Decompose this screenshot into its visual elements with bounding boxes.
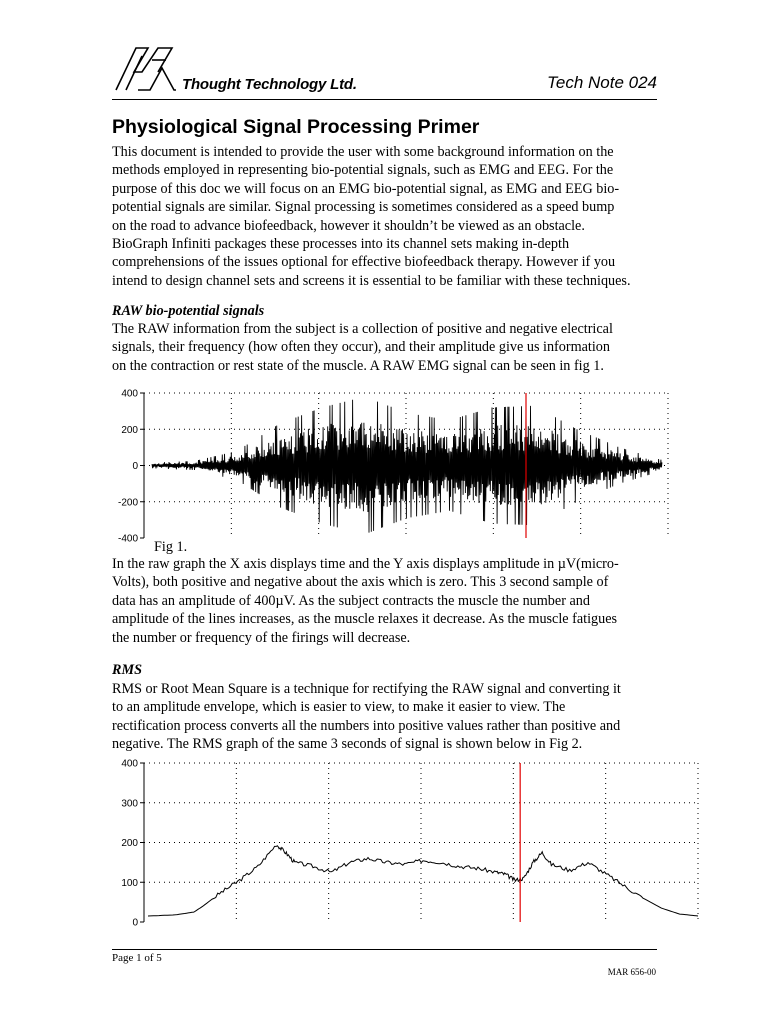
raw-line: The RAW information from the subject is a collection of positive and negative electrical <box>112 321 613 337</box>
rms-paragraph <box>112 680 668 754</box>
thought-technology-logo <box>112 46 178 92</box>
tech-note-number: Tech Note 024 <box>547 73 657 92</box>
raw-line: signals, their frequency (how often they occur), and their amplitude give us information <box>112 339 610 356</box>
rms-line: rectification process converts all the numbers into positive values rather than positive and <box>112 717 621 734</box>
document-id: MAR 656-00 <box>607 967 656 977</box>
raw-ytick-label: -200 <box>117 497 138 509</box>
raw-explanation-line: Volts), both positive and negative about the axis which is zero. This 3 second sample of <box>112 574 609 591</box>
rms-ytick-label: 300 <box>121 798 138 810</box>
rms-ytick-label: 100 <box>121 877 138 889</box>
intro-line: on the road to advance biofeedback, however it shouldn’t be viewed as an obstacle. <box>112 217 585 234</box>
rms-line: RMS or Root Mean Square is a technique for rectifying the RAW signal and converting it <box>112 681 621 697</box>
raw-line: on the contraction or rest state of the muscle. A RAW EMG signal can be seen in fig 1. <box>112 357 604 374</box>
raw-explanation-line: amplitude of the lines increases, as the muscle relaxes it decrease. As the muscle fatigues <box>112 611 618 628</box>
rms-section-heading: RMS <box>112 662 142 678</box>
rms-chart <box>110 755 702 930</box>
intro-paragraph <box>112 143 668 290</box>
header-rule <box>112 99 657 100</box>
footer-rule <box>112 949 657 950</box>
company-name: Thought Technology Ltd. <box>182 76 357 93</box>
rms-ytick-label: 200 <box>121 838 138 849</box>
intro-line: purpose of this doc we will focus on an EMG bio-potential signal, as EMG and EEG bio- <box>112 180 620 197</box>
raw-explanation-line: the number or frequency of the firings will decrease. <box>112 629 411 646</box>
raw-ytick-label: 200 <box>121 424 138 436</box>
raw-ytick-label: 0 <box>132 461 138 472</box>
raw-ytick-label: 400 <box>121 388 138 400</box>
page-number: Page 1 of 5 <box>112 952 162 964</box>
intro-line: intend to design channel sets and screens it is essential to be familiar with these techniques. <box>112 272 631 289</box>
intro-line: potential signals are similar. Signal processing is sometimes considered as a speed bump <box>112 199 615 216</box>
intro-line: methods employed in representing bio-potential signals, such as EMG and EEG. For the <box>112 162 614 179</box>
raw-explanation-line: In the raw graph the X axis displays time and the Y axis displays amplitude in µV(micro- <box>112 556 619 572</box>
rms-line: to an amplitude envelope, which is easier to view, to make it easier to view. The <box>112 699 566 716</box>
rms-ytick-label: 400 <box>121 758 138 770</box>
rms-ytick-label: 0 <box>132 917 138 929</box>
raw-section-heading: RAW bio-potential signals <box>112 303 265 319</box>
raw-emg-chart <box>110 383 672 543</box>
raw-emg-trace <box>152 400 662 533</box>
rms-line: negative. The RMS graph of the same 3 seconds of signal is shown below in Fig 2. <box>112 736 583 753</box>
raw-explanation-line: data has an amplitude of 400µV. As the subject contracts the muscle the number and <box>112 592 590 609</box>
raw-ytick-label: -400 <box>117 533 138 543</box>
intro-line: This document is intended to provide the user with some background information on the <box>112 144 614 160</box>
intro-line: BioGraph Infiniti packages these processes into its channel sets making in-depth <box>112 236 570 253</box>
intro-line: comprehensions of the issues optional for effective biofeedback therapy. However if you <box>112 254 616 271</box>
raw-paragraph <box>112 320 668 375</box>
raw-explanation-paragraph <box>112 555 668 647</box>
figure-1-caption: Fig 1. <box>154 539 188 555</box>
page-title: Physiological Signal Processing Primer <box>112 116 480 138</box>
rms-trace <box>148 846 698 916</box>
